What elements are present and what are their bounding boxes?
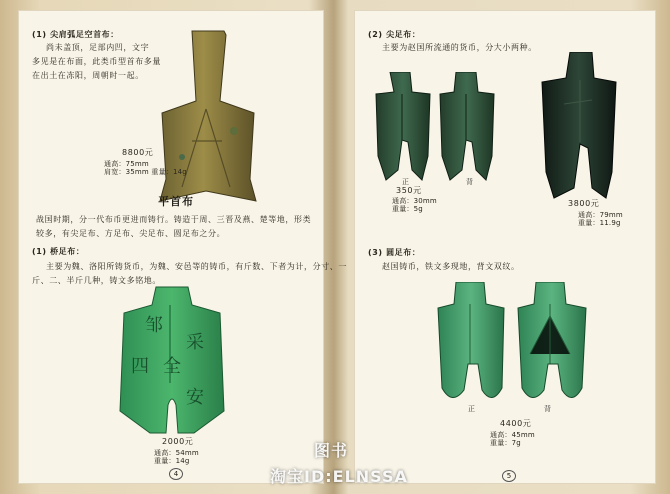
watermark-line-1: 图书 bbox=[314, 441, 349, 460]
size-label: 重量：11.9g bbox=[578, 219, 621, 227]
size-label: 通高：79mm bbox=[578, 211, 623, 219]
body-line: 主要为魏、洛阳所铸货币，为魏、安邑等的铸币，有斤数、下者为计，分寸、一 bbox=[46, 262, 347, 271]
right-page bbox=[354, 10, 656, 484]
coin-inscription: 全 bbox=[163, 356, 181, 377]
coin-inscription: 四 bbox=[131, 356, 149, 377]
spade-coin-illustration bbox=[154, 29, 260, 207]
body-line: 战国时期，分一代布币更进而铸行。铸造于周、三晋及燕、楚等地，形类 bbox=[36, 215, 312, 224]
coin-inscription: 安 bbox=[186, 387, 204, 408]
section-title: (1) 尖肩弧足空首布： bbox=[32, 30, 119, 39]
section-title: (1) 桥足布： bbox=[32, 247, 85, 256]
size-label: 重量：7g bbox=[490, 439, 521, 447]
price-label: 4400元 bbox=[500, 419, 532, 428]
body-line: 主要为赵国所流通的货币，分大小两种。 bbox=[382, 43, 537, 52]
pointed-foot-coin-pair-illustration bbox=[374, 72, 500, 184]
body-line: 尚未盖顶，足部内凹，文字 bbox=[46, 43, 150, 52]
front-label: 正 bbox=[468, 405, 475, 413]
price-label: 2000元 bbox=[162, 437, 194, 446]
chapter-title: 平首布 bbox=[158, 195, 194, 208]
section-title: (3) 圆足布： bbox=[368, 248, 421, 257]
watermark-line-2: 淘宝ID:ELNSSA bbox=[270, 467, 408, 486]
round-foot-coin-pair-illustration bbox=[434, 282, 590, 408]
coin-inscription: 邹 bbox=[145, 315, 163, 336]
price-label: 3800元 bbox=[568, 199, 600, 208]
size-label: 重量：14g bbox=[154, 457, 190, 465]
large-pointed-foot-coin-image bbox=[540, 52, 620, 202]
pointed-foot-coin-pair-image bbox=[374, 72, 500, 184]
front-label: 正 bbox=[402, 178, 409, 186]
back-label: 背 bbox=[466, 178, 473, 186]
size-label: 通高：30mm bbox=[392, 197, 437, 205]
price-label: 350元 bbox=[396, 186, 422, 195]
body-line: 斤、二、半斤几种，铸文多铭地。 bbox=[32, 276, 161, 285]
back-label: 背 bbox=[544, 405, 551, 413]
size-label: 肩宽：35mm 重量：14g bbox=[104, 168, 187, 176]
body-line: 较多，有尖足布、方足布、尖足布、圆足布之分。 bbox=[36, 229, 226, 238]
large-pointed-foot-coin-illustration bbox=[540, 52, 620, 202]
body-line: 在出土在冻阳，周朝时一起。 bbox=[32, 71, 144, 80]
size-label: 通高：75mm bbox=[104, 160, 149, 168]
bridge-foot-coin-image bbox=[110, 285, 234, 436]
coin-inscription: 采 bbox=[186, 332, 204, 353]
page-number: 5 bbox=[502, 470, 516, 482]
body-line: 赵国铸币，铁文多现地，背文双纹。 bbox=[382, 262, 520, 271]
page-number: 4 bbox=[169, 468, 183, 480]
size-label: 通高：54mm bbox=[154, 449, 199, 457]
body-line: 多见是在布面，此类币型首布多量 bbox=[32, 57, 161, 66]
size-label: 重量：5g bbox=[392, 205, 423, 213]
price-label: 8800元 bbox=[122, 148, 154, 157]
size-label: 通高：45mm bbox=[490, 431, 535, 439]
round-foot-coin-pair-image bbox=[434, 282, 590, 408]
spade-coin-image bbox=[154, 29, 260, 207]
section-title: (2) 尖足布： bbox=[368, 30, 421, 39]
